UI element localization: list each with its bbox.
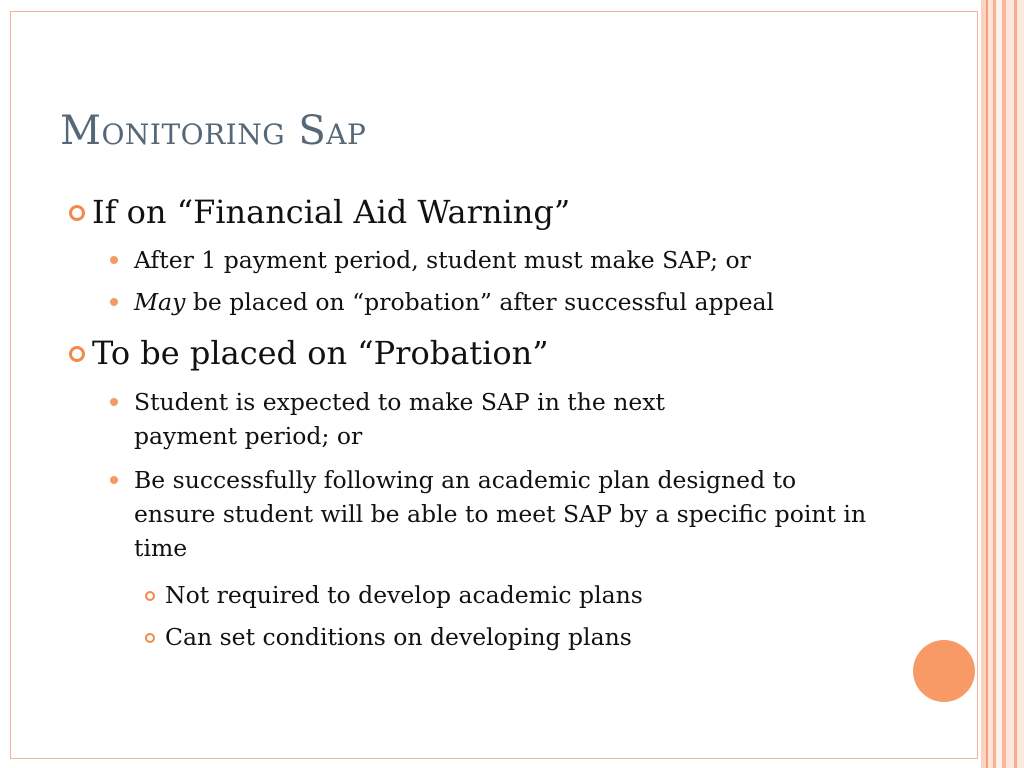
ring-bullet-icon — [145, 633, 155, 643]
bullet-level-3: Not required to develop academic plans — [165, 581, 643, 609]
slide-title: Monitoring Sap — [60, 108, 367, 154]
bullet-level-2: Be successfully following an academic plan designed to ensure student will be able to meet SAP by a specific point in time — [134, 466, 867, 562]
bullet-level-1: To be placed on “Probation” — [92, 334, 549, 372]
ring-bullet-icon — [145, 591, 155, 601]
bullet-text: be placed on “probation” after successful appeal — [185, 288, 775, 316]
dot-bullet-icon — [110, 298, 118, 306]
dot-bullet-icon — [110, 256, 118, 264]
bullet-level-3: Can set conditions on developing plans — [165, 623, 632, 651]
bullet-level-2: Student is expected to make SAP in the next payment period; or — [134, 388, 665, 450]
dot-bullet-icon — [110, 398, 118, 406]
bullet-level-1: If on “Financial Aid Warning” — [92, 193, 571, 231]
bullet-level-2: After 1 payment period, student must make SAP; or — [134, 246, 751, 274]
dot-bullet-icon — [110, 476, 118, 484]
ring-bullet-icon — [69, 346, 85, 362]
emphasis-text: May — [134, 288, 186, 316]
bullet-level-2 — [134, 285, 874, 319]
ring-bullet-icon — [69, 205, 85, 221]
